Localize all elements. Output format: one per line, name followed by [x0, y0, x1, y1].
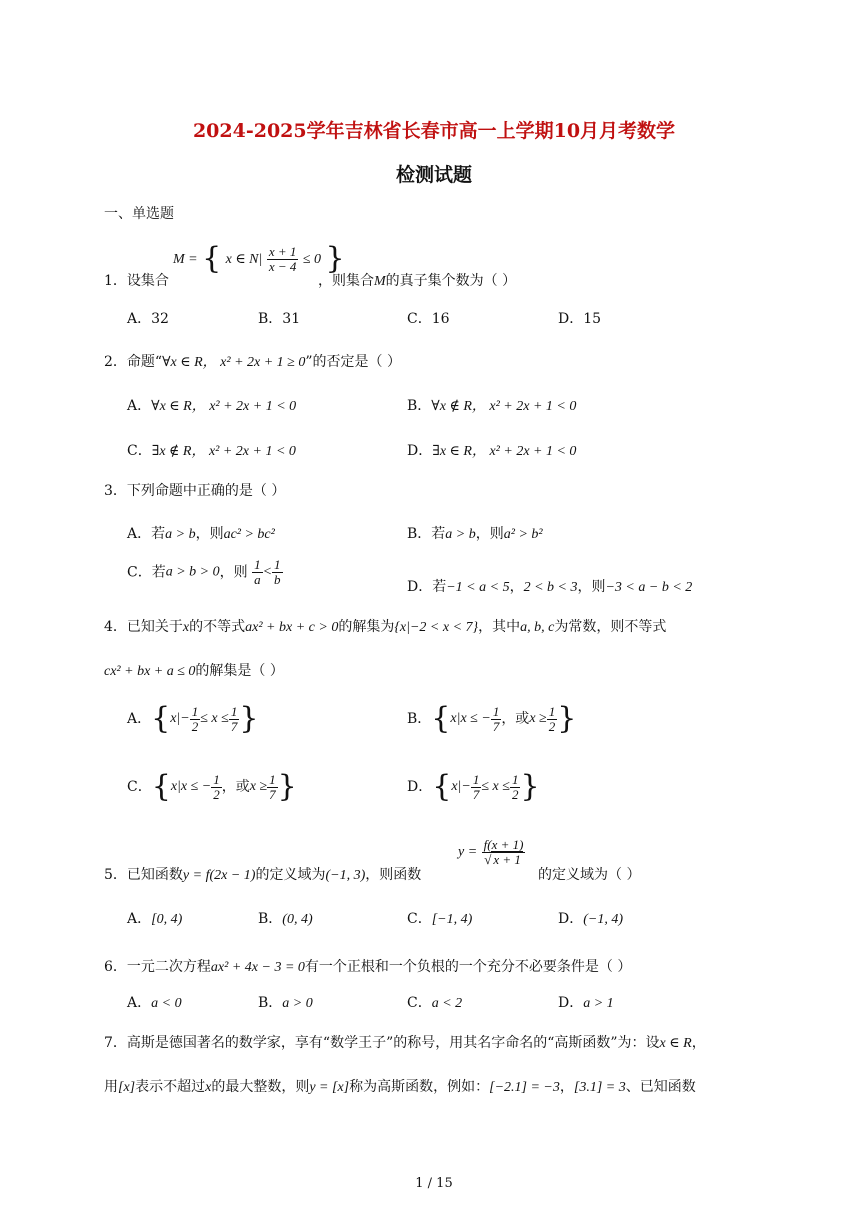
q3-b-concl: a² > b²	[503, 527, 543, 542]
q5-mid2: ，则函数	[365, 867, 422, 883]
q1-leq: ≤ 0	[302, 252, 322, 267]
q5-function-fraction	[458, 838, 525, 867]
q5-option-c[interactable]	[407, 910, 472, 929]
q4-l1e: 为常数，则不等式	[554, 619, 667, 635]
q7-l2d: 称为高斯函数，例如：	[349, 1079, 490, 1095]
left-brace: {	[431, 701, 451, 736]
q5-f1: y = f(2x − 1)	[182, 868, 256, 883]
q6-c-label: C．	[407, 995, 432, 1011]
q1-set-cond: x ∈ N|	[225, 252, 263, 267]
q5-dom: (−1, 3)	[325, 868, 366, 883]
q3-c-den1: a	[254, 572, 261, 587]
section-heading: 一、单选题	[104, 206, 174, 222]
q4-option-a[interactable]	[127, 701, 259, 736]
q1-prefix: 1．设集合	[104, 273, 169, 289]
left-brace: {	[151, 701, 171, 736]
right-brace: }	[557, 701, 577, 736]
q4-c-d2: 7	[269, 786, 276, 802]
q5-y-eq: y =	[458, 844, 478, 860]
q4-b-mid: x ≥	[529, 711, 547, 726]
q4-c-frac2	[267, 773, 278, 802]
q7-line2	[104, 1078, 696, 1097]
q7-l2c: 的最大整数，则	[211, 1079, 310, 1095]
q4-l1b: 的不等式	[189, 619, 246, 635]
q2-option-d[interactable]	[407, 442, 576, 461]
q5-option-b[interactable]	[258, 910, 313, 929]
q2-expr: ∀x ∈ R， x² + 2x + 1 ≥ 0	[162, 355, 306, 370]
q3-a-label: A．若	[127, 526, 166, 542]
q1-option-d[interactable]: D．15	[558, 311, 602, 327]
q1-fraction	[267, 245, 299, 274]
q2-prefix: 2．命题“	[104, 354, 163, 370]
left-brace: {	[151, 769, 171, 804]
q4-d-d1: 7	[472, 786, 480, 802]
q4-b-d1: 7	[492, 718, 500, 734]
q2-option-d-expr: ∃x ∈ R， x² + 2x + 1 < 0	[432, 444, 577, 459]
q6-suffix: 有一个正根和一个负根的一个充分不必要条件是（ ）	[304, 959, 632, 975]
q6-c-expr: a < 2	[431, 996, 463, 1011]
q5-c-expr: [−1, 4)	[431, 912, 473, 927]
q4-l1d: ，其中	[478, 619, 521, 635]
q4-option-d[interactable]	[407, 769, 540, 804]
q4-a-frac2	[229, 705, 240, 734]
q7-l2-bx: [x]	[118, 1080, 136, 1095]
q4-a-d2: 7	[230, 718, 238, 734]
q4-b-n1: 1	[492, 703, 500, 719]
right-brace: }	[277, 769, 297, 804]
q3-d-cond1: −1 < a < 5	[446, 580, 510, 595]
q4-d-n2: 1	[511, 771, 519, 787]
q3-c-num2: 1	[274, 557, 281, 572]
q3-d-label: D．若	[407, 579, 447, 595]
q3-option-b[interactable]	[407, 525, 543, 544]
q4-b-or: ，或	[501, 711, 530, 727]
q4-line1	[104, 618, 666, 637]
q4-a-mid: ≤ x ≤	[200, 711, 229, 726]
q3-c-mid: ，则	[219, 564, 248, 581]
q3-c-num1: 1	[254, 557, 261, 572]
q2-option-c-label: C．	[127, 443, 152, 459]
q1-suffix	[318, 272, 516, 291]
q1-suffix2-text: 的真子集个数为（ ）	[385, 273, 517, 289]
q3-a-concl: ac² > bc²	[223, 527, 275, 542]
q3-a-mid: ，则	[195, 526, 224, 542]
q6-eq: ax² + 4x − 3 = 0	[210, 960, 305, 975]
q4-c-frac1	[211, 773, 222, 802]
q4-a-n1: 1	[191, 703, 199, 719]
q6-prefix: 6．一元二次方程	[104, 959, 211, 975]
q6-a-label: A．	[127, 995, 152, 1011]
q3-b-label: B．若	[407, 526, 446, 542]
q1-set-lhs: M =	[173, 252, 198, 267]
q3-d-cond2: 2 < b < 3	[523, 580, 578, 595]
q7-l2b: 表示不超过	[135, 1079, 206, 1095]
q3-b-cond: a > b	[445, 527, 476, 542]
q4-b-pre: x|x ≤ −	[450, 711, 491, 726]
q4-c-pre: x|x ≤ −	[170, 779, 212, 794]
q3-option-d[interactable]	[407, 578, 692, 597]
q1-frac-den: x − 4	[268, 258, 297, 274]
q5-c-label: C．	[407, 911, 432, 927]
q7-l2-e2: [3.1] = 3	[573, 1080, 626, 1095]
q4-abc: a, b, c	[520, 620, 555, 635]
q4-d-pre: x|−	[451, 779, 471, 794]
q5-d-label: D．	[558, 911, 584, 927]
q3-c-frac2	[272, 558, 283, 587]
q6-option-a[interactable]	[127, 994, 182, 1013]
q3-c-lt: <	[262, 564, 273, 580]
q4-option-c[interactable]	[127, 769, 297, 804]
q5-option-d[interactable]	[558, 910, 623, 929]
q1-suffix-text: ，则集合	[318, 273, 374, 289]
q1-set-expression	[173, 241, 345, 276]
q2-option-d-label: D．	[407, 443, 433, 459]
q3-c-den2: b	[274, 572, 281, 587]
left-brace: {	[202, 241, 222, 276]
q4-line2	[104, 662, 284, 681]
q2-option-a-label: A．	[127, 398, 152, 414]
q7-l2a: 用	[104, 1079, 118, 1095]
q5-suffix: 的定义域为（ ）	[538, 867, 641, 883]
q4-c-label: C．	[127, 779, 152, 795]
q4-b-d2: 2	[548, 718, 556, 734]
q4-b-frac2	[547, 705, 558, 734]
q4-a-label: A．	[127, 711, 152, 727]
q4-l1a: 4．已知关于	[104, 619, 183, 635]
q4-ineq: ax² + bx + c > 0	[245, 620, 339, 635]
q4-d-mid: ≤ x ≤	[481, 779, 510, 794]
q7-l2-sep: ，	[559, 1079, 574, 1095]
q3-c-cond: a > b > 0	[165, 564, 220, 580]
q5-a-label: A．	[127, 911, 152, 927]
q5-b-label: B．	[258, 911, 283, 927]
q7-line1	[104, 1034, 706, 1053]
q5-frac	[482, 838, 526, 867]
q5-option-a[interactable]	[127, 910, 182, 929]
q4-c-n1: 1	[213, 771, 220, 787]
q4-c-or: ，或	[221, 779, 250, 795]
q6-d-label: D．	[558, 995, 584, 1011]
q2-stem	[104, 353, 401, 372]
q5-a-expr: [0, 4)	[151, 912, 183, 927]
q4-a-pre: x|−	[170, 711, 190, 726]
q4-b-n2: 1	[548, 703, 556, 719]
q2-option-a[interactable]	[127, 397, 296, 416]
q2-option-b-label: B．	[407, 398, 432, 414]
q4-l2-expr: cx² + bx + a ≤ 0	[104, 664, 196, 679]
title-line-1: 2024-2025学年吉林省长春市高一上学期10月月考数学	[192, 120, 676, 142]
q6-option-c[interactable]	[407, 994, 462, 1013]
q5-b-expr: (0, 4)	[282, 912, 313, 927]
q4-d-frac1	[471, 773, 482, 802]
q3-c-frac1	[252, 558, 263, 587]
q7-l2-y: y = [x]	[309, 1080, 350, 1095]
q3-option-a[interactable]	[127, 525, 275, 544]
q2-option-b[interactable]	[407, 397, 576, 416]
q1-option-c[interactable]: C．16	[407, 311, 450, 327]
q4-a-n2: 1	[230, 703, 238, 719]
page-number: 1 / 15	[415, 1176, 453, 1191]
q4-l2-suffix: 的解集是（ ）	[195, 663, 284, 679]
q4-c-mid: x ≥	[249, 779, 268, 794]
q4-d-d2: 2	[511, 786, 519, 802]
q4-c-n2: 1	[269, 771, 276, 787]
q5-d-expr: (−1, 4)	[583, 912, 624, 927]
q6-d-expr: a > 1	[583, 996, 614, 1011]
q6-stem	[104, 958, 631, 977]
q2-option-a-expr: ∀x ∈ R， x² + 2x + 1 < 0	[151, 399, 297, 414]
q7-l2-x: x	[205, 1080, 212, 1095]
q2-option-c[interactable]	[127, 442, 296, 461]
q4-d-n1: 1	[472, 771, 480, 787]
q4-d-frac2	[510, 773, 521, 802]
q3-option-c[interactable]	[127, 558, 283, 587]
q2-suffix: ”的否定是（ ）	[305, 354, 401, 370]
q7-l1-expr: x ∈ R	[659, 1036, 692, 1051]
q7-l1-end: ，	[691, 1035, 706, 1051]
q1-var: M	[374, 274, 386, 289]
title-line-2: 检测试题	[395, 164, 472, 186]
q7-l2-end: 、已知函数	[625, 1079, 696, 1095]
q5-mid1: 的定义域为	[255, 867, 326, 883]
q4-d-label: D．	[407, 779, 433, 795]
q1-frac-num: x + 1	[268, 243, 297, 259]
q6-b-expr: a > 0	[282, 996, 313, 1011]
right-brace: }	[325, 241, 345, 276]
q6-option-d[interactable]	[558, 994, 614, 1013]
q4-a-d1: 2	[191, 718, 199, 734]
q4-b-frac1	[491, 705, 502, 734]
q4-c-d1: 2	[213, 786, 220, 802]
q4-option-b[interactable]	[407, 701, 577, 736]
q2-option-c-expr: ∃x ∉ R， x² + 2x + 1 < 0	[151, 444, 296, 459]
q5-den-radicand: x + 1	[493, 852, 521, 867]
q5-stem-part1	[104, 866, 421, 885]
q5-den: √ x + 1	[484, 852, 521, 867]
right-brace: }	[520, 769, 540, 804]
q3-d-sep: ，	[509, 579, 524, 595]
q1-option-a[interactable]: A．32	[127, 311, 169, 327]
q4-b-label: B．	[407, 711, 432, 727]
q4-a-frac1	[190, 705, 201, 734]
q7-l2-e1: [−2.1] = −3	[489, 1080, 560, 1095]
q4-solset: {x|−2 < x < 7}	[394, 620, 479, 635]
q3-c-label: C．若	[127, 564, 166, 581]
q3-d-mid: ，则	[577, 579, 606, 595]
q3-d-concl: −3 < a − b < 2	[605, 580, 693, 595]
q5-prefix: 5．已知函数	[104, 867, 183, 883]
q4-l1c: 的解集为	[338, 619, 395, 635]
q3-b-mid: ，则	[475, 526, 504, 542]
right-brace: }	[239, 701, 259, 736]
q7-l1-text: 7．高斯是德国著名的数学家，享有“数学王子”的称号，用其名字命名的“高斯函数”为：设	[104, 1035, 660, 1051]
q6-b-label: B．	[258, 995, 283, 1011]
left-brace: {	[432, 769, 452, 804]
q4-var-x: x	[182, 620, 190, 635]
q3-a-cond: a > b	[165, 527, 196, 542]
q6-a-expr: a < 0	[151, 996, 182, 1011]
q2-option-b-expr: ∀x ∉ R， x² + 2x + 1 < 0	[431, 399, 577, 414]
q1-option-b[interactable]: B．31	[258, 311, 301, 327]
q5-num: f(x + 1)	[483, 837, 524, 852]
q6-option-b[interactable]	[258, 994, 313, 1013]
q3-stem: 3．下列命题中正确的是（ ）	[104, 483, 286, 499]
